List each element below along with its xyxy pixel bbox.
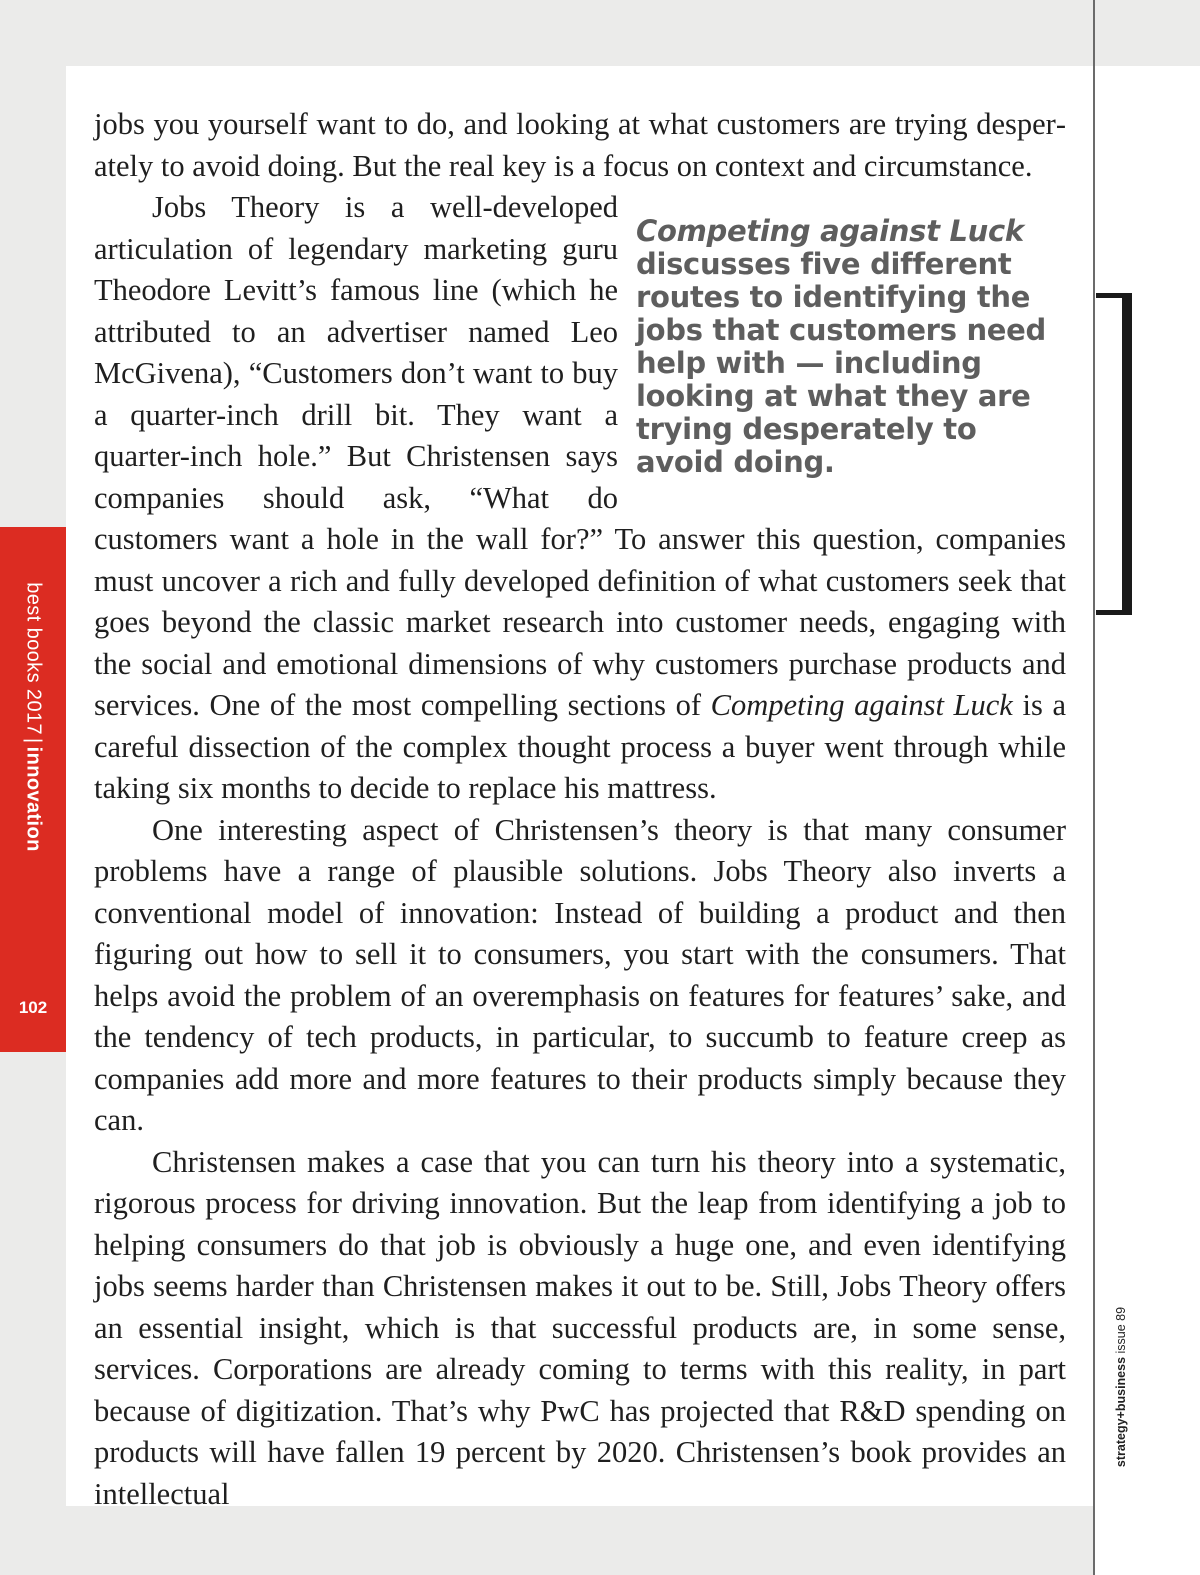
section-prefix: best books 2017 (22, 582, 45, 736)
section-title (22, 582, 45, 852)
right-margin-top (1095, 0, 1200, 66)
pullquote-bracket (1096, 293, 1132, 615)
paragraph-4: Christensen makes a case that you can turn his theory into a systematic, rigorous process for driving innovation. But the leap from identifying a job to helping consumers do that job is obviously a huge one, and even identifying jobs seems harder than Christensen makes it out to be. Still, Jobs Theory offers an essential insight, which is that successful products are, in some sense, services. Corporations are already coming to terms with this reality, in part because of digitization. That’s why PwC has projected that R&D spending on products will have fallen 19 percent by 2020. Christensen’s book provides an intellectual (94, 1144, 1066, 1511)
section-separator: | (22, 738, 45, 744)
paragraph-2-text: Jobs Theory is a well-developed articulation of legendary marketing guru Theodore Levitt’s famous line (which he attributed to an advertiser named Leo McGivena), “Customers don’t want to buy a quarter-inch drill bit. They want a quarter-inch hole.” But Christensen says companies should ask, “What do customers want a hole in the wall for?” To answer this question, companies must uncover a rich and fully developed definition of what customers seek that goes beyond the classic market research into customer needs, engaging with the social and emotional dimensions of why customers purchase products and services. One of the most compelling sections of (94, 190, 1066, 722)
section-name: innovation (22, 746, 45, 852)
issue-number: issue 89 (1114, 1306, 1128, 1354)
book-title: Competing against Luck (710, 688, 1013, 722)
right-margin-strip (1093, 0, 1200, 1575)
paragraph-3: One interesting aspect of Christensen’s theory is that many consumer problems have a range of plausible solutions. Jobs Theory also inverts a conventional model of innovation: Instead of building a product and then figuring out how to sell it to consumers, you start with the consumers. That helps avoid the problem of an overemphasis on features for features’ sake, and the tendency of tech products, in particular, to succumb to feature creep as companies add more and more features to their products simply because they can. (94, 812, 1066, 1137)
brand-name: strategy+business (1114, 1356, 1128, 1468)
issue-label (1114, 1307, 1128, 1467)
pullquote (636, 187, 1066, 517)
page-number: 102 (18, 998, 48, 1017)
paragraph-2-end: is a careful dissection of the complex thought process a buyer went through while taking six months to decide to replace his mattress. (94, 688, 1066, 805)
pullquote-book-title: Competing against Luck (636, 214, 1024, 248)
pullquote-text: discusses five different routes to identifying the jobs that customers need help with — including looking at what they are trying desperately to avoid doing. (636, 247, 1046, 479)
article-body (94, 104, 1066, 1515)
paragraph-1: jobs you yourself want to do, and looking at what customers are trying desperately to avoid doing. But the real key is a focus on context and circumstance. (94, 107, 1066, 183)
